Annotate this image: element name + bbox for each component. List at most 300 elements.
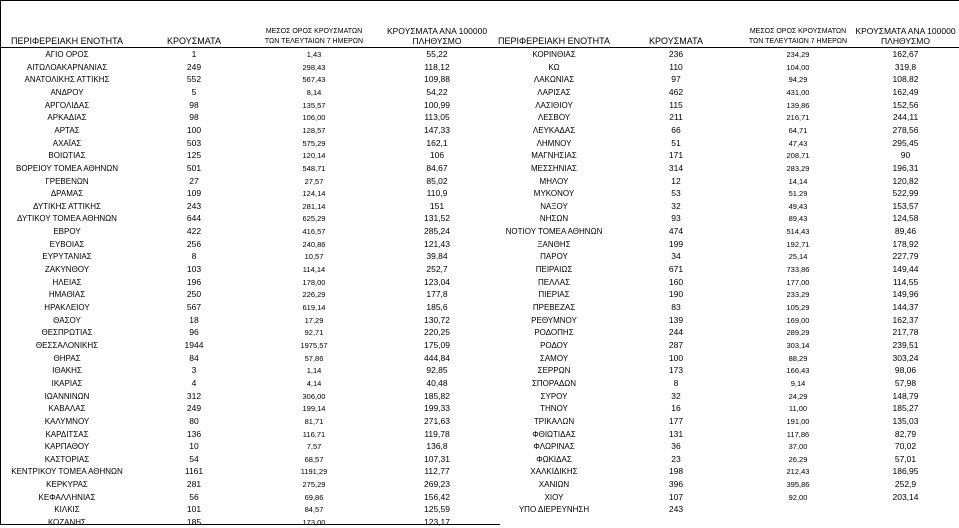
right-cell-region: ΠΙΕΡΙΑΣ xyxy=(538,290,570,300)
right-cell-avg-7day: 89,43 xyxy=(788,214,808,224)
header-rate-left-line2: ΠΛΗΘΥΣΜΟ xyxy=(412,36,462,46)
left-cell-rate-per-100k: 119,78 xyxy=(424,428,450,439)
left-cell-cases: 281 xyxy=(186,479,202,490)
left-cell-region: ΑΡΚΑΔΙΑΣ xyxy=(47,113,87,123)
right-cell-rate-per-100k: 82,79 xyxy=(894,428,917,439)
left-cell-avg-7day: 1,14 xyxy=(306,366,322,376)
right-cell-rate-per-100k: 227,79 xyxy=(892,251,919,262)
left-cell-region: ΕΥΒΟΙΑΣ xyxy=(49,239,85,249)
right-cell-avg-7day: 37,00 xyxy=(788,442,808,452)
right-cell-rate-per-100k: 303,24 xyxy=(892,352,919,363)
left-cell-rate-per-100k: 444,84 xyxy=(424,352,450,363)
right-cell-cases: 190 xyxy=(668,289,684,300)
left-cell-avg-7day: 567,43 xyxy=(302,75,326,85)
left-cell-region: ΚΑΛΥΜΝΟΥ xyxy=(44,416,90,426)
left-cell-region: ΓΡΕΒΕΝΩΝ xyxy=(45,176,89,186)
right-cell-cases: 107 xyxy=(668,491,684,502)
right-cell-rate-per-100k: 108,82 xyxy=(892,74,919,85)
left-cell-cases: 312 xyxy=(186,390,202,401)
right-cell-avg-7day: 208,71 xyxy=(786,151,810,161)
right-cell-avg-7day: 733,86 xyxy=(786,265,810,275)
right-cell-avg-7day: 395,86 xyxy=(786,480,810,490)
right-cell-rate-per-100k: 148,79 xyxy=(892,390,919,401)
left-cell-avg-7day: 1,43 xyxy=(306,50,322,59)
left-cell-cases: 27 xyxy=(189,175,199,186)
right-cell-region: ΛΑΣΙΘΙΟΥ xyxy=(535,100,573,110)
right-cell-rate-per-100k: 135,03 xyxy=(892,415,919,426)
left-cell-cases: 567 xyxy=(186,302,202,312)
left-cell-cases: 249 xyxy=(186,61,202,72)
right-cell-avg-7day: 234,29 xyxy=(786,50,810,59)
left-cell-cases: 10 xyxy=(189,441,199,452)
left-cell-region: ΑΧΑΪΑΣ xyxy=(52,138,82,148)
left-cell-rate-per-100k: 123,17 xyxy=(424,517,450,528)
left-cell-avg-7day: 8,14 xyxy=(306,87,322,97)
left-cell-rate-per-100k: 147,33 xyxy=(424,124,450,135)
left-cell-region: ΚΑΡΠΑΘΟΥ xyxy=(44,442,90,452)
right-cell-rate-per-100k: 149,96 xyxy=(892,289,919,300)
header-avg-right-line2: ΤΩΝ ΤΕΛΕΥΤΑΙΩΝ 7 ΗΜΕΡΩΝ xyxy=(748,38,848,45)
left-cell-rate-per-100k: 123,04 xyxy=(424,276,450,287)
left-cell-cases: 3 xyxy=(191,365,197,376)
right-cell-cases: 32 xyxy=(671,200,681,211)
right-cell-cases: 199 xyxy=(668,238,684,249)
right-cell-rate-per-100k: 239,51 xyxy=(892,339,919,350)
left-cell-rate-per-100k: 271,63 xyxy=(424,415,450,426)
left-cell-region: ΖΑΚΥΝΘΟΥ xyxy=(44,265,90,275)
right-cell-rate-per-100k: 252,9 xyxy=(894,479,917,490)
right-cell-avg-7day: 49,43 xyxy=(788,201,808,211)
right-cell-avg-7day: 191,00 xyxy=(786,416,810,426)
left-cell-avg-7day: 548,71 xyxy=(302,163,326,173)
right-cell-cases: 396 xyxy=(668,479,684,490)
right-cell-region: ΝΟΤΙΟΥ ΤΟΜΕΑ ΑΘΗΝΩΝ xyxy=(505,227,603,237)
right-cell-avg-7day: 177,00 xyxy=(786,277,810,287)
right-cell-region: ΣΕΡΡΩΝ xyxy=(537,366,571,376)
left-cell-avg-7day: 199,14 xyxy=(302,404,326,414)
right-cell-avg-7day: 88,29 xyxy=(788,353,808,363)
left-cell-rate-per-100k: 131,52 xyxy=(424,213,450,224)
right-cell-cases: 671 xyxy=(668,264,684,275)
right-cell-rate-per-100k: 162,37 xyxy=(892,314,919,325)
right-cell-rate-per-100k: 124,58 xyxy=(892,213,919,224)
right-cell-avg-7day: 233,29 xyxy=(786,290,810,300)
left-cell-avg-7day: 275,29 xyxy=(302,480,326,490)
left-cell-avg-7day: 27,57 xyxy=(304,176,324,186)
right-cell-region: ΠΡΕΒΕΖΑΣ xyxy=(532,303,576,312)
left-cell-rate-per-100k: 185,6 xyxy=(426,302,448,312)
right-cell-region: ΞΑΝΘΗΣ xyxy=(537,239,571,249)
right-cell-rate-per-100k: 90 xyxy=(900,150,911,161)
right-cell-region: ΠΑΡΟΥ xyxy=(540,252,568,262)
left-cell-avg-7day: 106,00 xyxy=(302,113,326,123)
right-cell-rate-per-100k: 57,98 xyxy=(894,377,917,388)
left-cell-rate-per-100k: 252,7 xyxy=(426,264,448,275)
left-cell-cases: 18 xyxy=(189,314,199,325)
left-cell-cases: 243 xyxy=(186,200,202,211)
left-cell-rate-per-100k: 162,1 xyxy=(426,137,448,148)
left-cell-region: ΚΕΦΑΛΛΗΝΙΑΣ xyxy=(38,492,96,502)
right-cell-cases: 23 xyxy=(671,453,681,464)
left-cell-region: ΒΟΡΕΙΟΥ ΤΟΜΕΑ ΑΘΗΝΩΝ xyxy=(15,163,119,173)
right-cell-region: ΦΛΩΡΙΝΑΣ xyxy=(533,442,575,452)
left-cell-avg-7day: 1191,29 xyxy=(300,467,328,477)
left-cell-avg-7day: 240,86 xyxy=(302,239,326,249)
left-cell-rate-per-100k: 185,82 xyxy=(424,390,450,401)
left-cell-cases: 101 xyxy=(186,504,202,515)
left-cell-region: ΘΑΣΟΥ xyxy=(53,315,81,325)
top-border xyxy=(0,0,959,1)
left-cell-avg-7day: 57,86 xyxy=(304,353,324,363)
right-cell-region: ΜΗΛΟΥ xyxy=(539,176,569,186)
left-cell-avg-7day: 306,00 xyxy=(302,391,326,401)
left-cell-rate-per-100k: 269,23 xyxy=(424,479,450,490)
left-cell-region: ΑΝΑΤΟΛΙΚΗΣ ΑΤΤΙΚΗΣ xyxy=(24,75,110,85)
right-cell-region: ΠΕΛΛΑΣ xyxy=(537,277,571,287)
right-cell-rate-per-100k: 70,02 xyxy=(894,441,917,452)
right-cell-region: ΣΑΜΟΥ xyxy=(539,353,569,363)
left-cell-rate-per-100k: 177,8 xyxy=(426,289,448,300)
right-cell-cases: 12 xyxy=(671,175,681,186)
right-cell-rate-per-100k: 217,78 xyxy=(892,327,919,338)
right-cell-rate-per-100k: 196,31 xyxy=(892,162,919,173)
left-cell-region: ΚΑΡΔΙΤΣΑΣ xyxy=(45,429,89,439)
left-cell-cases: 5 xyxy=(191,86,197,97)
right-cell-region: ΥΠΟ ΔΙΕΡΕΥΝΗΣΗ xyxy=(518,505,590,515)
right-cell-rate-per-100k: 278,56 xyxy=(892,124,919,135)
left-cell-avg-7day: 128,57 xyxy=(302,125,326,135)
right-cell-region: ΦΘΙΩΤΙΔΑΣ xyxy=(532,429,576,439)
right-cell-avg-7day: 303,14 xyxy=(786,340,810,350)
right-cell-cases: 34 xyxy=(671,251,681,262)
left-cell-rate-per-100k: 109,88 xyxy=(424,74,450,85)
right-cell-cases: 236 xyxy=(668,49,684,59)
left-cell-rate-per-100k: 285,24 xyxy=(424,226,450,237)
right-cell-rate-per-100k: 244,11 xyxy=(892,112,919,123)
right-cell-region: ΧΙΟΥ xyxy=(544,492,564,502)
header-rate-left-line1: ΚΡΟΥΣΜΑΤΑ ΑΝΑ 100000 xyxy=(386,26,488,36)
left-cell-cases: 98 xyxy=(189,99,199,110)
left-cell-avg-7day: 135,57 xyxy=(302,100,326,110)
left-cell-cases: 196 xyxy=(186,276,202,287)
left-cell-rate-per-100k: 39,84 xyxy=(426,251,448,262)
right-cell-cases: 8 xyxy=(673,377,679,388)
left-cell-avg-7day: 69,86 xyxy=(304,492,324,502)
right-cell-region: ΜΑΓΝΗΣΙΑΣ xyxy=(531,151,577,161)
right-cell-region: ΛΕΥΚΑΔΑΣ xyxy=(532,125,576,135)
left-cell-avg-7day: 17,29 xyxy=(304,315,324,325)
right-cell-cases: 462 xyxy=(668,86,684,97)
right-cell-cases: 474 xyxy=(668,226,684,237)
left-cell-avg-7day: 116,71 xyxy=(302,429,326,439)
header-rate-right-line1: ΚΡΟΥΣΜΑΤΑ ΑΝΑ 100000 xyxy=(855,26,956,36)
left-cell-rate-per-100k: 107,31 xyxy=(424,453,450,464)
header-region-right: ΠΕΡΙΦΕΡΕΙΑΚΗ ΕΝΟΤΗΤΑ xyxy=(497,36,611,46)
left-cell-cases: 185 xyxy=(186,517,202,528)
left-cell-rate-per-100k: 112,77 xyxy=(424,466,450,477)
left-cell-region: ΑΡΓΟΛΙΔΑΣ xyxy=(44,100,90,110)
right-cell-region: ΧΑΛΚΙΔΙΚΗΣ xyxy=(530,467,578,477)
header-cases-left: ΚΡΟΥΣΜΑΤΑ xyxy=(167,36,221,46)
right-cell-region: ΤΗΝΟΥ xyxy=(540,404,568,414)
left-cell-region: ΘΕΣΣΑΛΟΝΙΚΗΣ xyxy=(35,340,99,350)
right-cell-rate-per-100k: 186,95 xyxy=(892,466,919,477)
right-cell-rate-per-100k: 89,46 xyxy=(894,226,917,237)
right-cell-avg-7day: 216,71 xyxy=(786,113,810,123)
left-cell-region: ΕΒΡΟΥ xyxy=(53,227,81,237)
header-cases-right: ΚΡΟΥΣΜΑΤΑ xyxy=(649,36,703,46)
left-cell-region: ΑΡΤΑΣ xyxy=(54,125,80,135)
left-cell-avg-7day: 1975,57 xyxy=(300,340,328,350)
right-cell-region: ΡΕΘΥΜΝΟΥ xyxy=(531,315,577,325)
right-cell-avg-7day: 117,86 xyxy=(786,429,810,439)
left-cell-cases: 422 xyxy=(186,226,202,237)
right-cell-region: ΛΑΡΙΣΑΣ xyxy=(537,87,571,97)
left-cell-region: ΘΕΣΠΡΩΤΙΑΣ xyxy=(41,328,93,338)
right-cell-region: ΤΡΙΚΑΛΩΝ xyxy=(533,416,575,426)
right-cell-cases: 93 xyxy=(671,213,681,224)
left-cell-cases: 125 xyxy=(186,150,202,161)
right-cell-cases: 51 xyxy=(671,137,681,148)
left-cell-avg-7day: 124,14 xyxy=(302,189,326,199)
left-cell-avg-7day: 298,43 xyxy=(302,62,326,72)
left-cell-avg-7day: 84,57 xyxy=(304,505,324,515)
right-cell-cases: 53 xyxy=(671,188,681,199)
right-cell-region: ΚΩ xyxy=(548,62,560,72)
right-cell-cases: 139 xyxy=(668,314,684,325)
left-cell-region: ΑΓΙΟ ΟΡΟΣ xyxy=(45,50,89,59)
right-cell-rate-per-100k: 319,8 xyxy=(894,61,917,72)
left-cell-region: ΚΑΒΑΛΑΣ xyxy=(48,404,86,414)
right-cell-cases: 177 xyxy=(668,415,684,426)
right-cell-rate-per-100k: 57,01 xyxy=(894,453,917,464)
header-avg-left-line1: ΜΕΣΟΣ ΟΡΟΣ ΚΡΟΥΣΜΑΤΩΝ xyxy=(265,28,363,35)
left-cell-avg-7day: 173,00 xyxy=(302,518,326,528)
right-cell-region: ΝΗΣΩΝ xyxy=(539,214,569,224)
left-cell-cases: 503 xyxy=(186,137,202,148)
right-cell-cases: 66 xyxy=(671,124,681,135)
right-cell-region: ΣΠΟΡΑΔΩΝ xyxy=(531,378,577,388)
right-cell-rate-per-100k: 178,92 xyxy=(892,238,919,249)
right-cell-rate-per-100k: 114,55 xyxy=(892,276,919,287)
right-cell-avg-7day: 64,71 xyxy=(788,125,808,135)
left-cell-rate-per-100k: 199,33 xyxy=(424,403,450,414)
right-cell-avg-7day: 11,00 xyxy=(788,404,808,414)
left-cell-rate-per-100k: 55,22 xyxy=(426,49,448,59)
right-cell-avg-7day: 25,14 xyxy=(788,252,808,262)
right-cell-region: ΦΩΚΙΔΑΣ xyxy=(536,454,572,464)
left-cell-region: ΑΝΔΡΟΥ xyxy=(50,87,84,97)
header-region-left: ΠΕΡΙΦΕΡΕΙΑΚΗ ΕΝΟΤΗΤΑ xyxy=(10,36,124,46)
left-cell-rate-per-100k: 136,8 xyxy=(426,441,448,452)
left-cell-cases: 1 xyxy=(191,49,197,59)
left-cell-region: ΚΙΛΚΙΣ xyxy=(54,505,80,515)
left-cell-region: ΔΡΑΜΑΣ xyxy=(50,189,84,199)
left-cell-region: ΗΡΑΚΛΕΙΟΥ xyxy=(44,303,90,312)
left-cell-region: ΙΘΑΚΗΣ xyxy=(52,366,82,376)
right-cell-region: ΜΕΣΣΗΝΙΑΣ xyxy=(531,163,577,173)
right-cell-cases: 160 xyxy=(668,276,684,287)
right-cell-region: ΛΕΣΒΟΥ xyxy=(537,113,571,123)
right-cell-avg-7day: 92,00 xyxy=(788,492,808,502)
left-cell-region: ΔΥΤΙΚΟΥ ΤΟΜΕΑ ΑΘΗΝΩΝ xyxy=(17,214,117,224)
right-cell-cases: 16 xyxy=(671,403,681,414)
right-cell-rate-per-100k: 153,57 xyxy=(892,200,919,211)
left-cell-cases: 80 xyxy=(189,415,199,426)
left-cell-avg-7day: 416,57 xyxy=(302,227,326,237)
left-cell-avg-7day: 10,57 xyxy=(304,252,324,262)
right-cell-rate-per-100k: 162,49 xyxy=(892,86,919,97)
left-cell-rate-per-100k: 151 xyxy=(429,200,445,211)
header-rate-right-line2: ΠΛΗΘΥΣΜΟ xyxy=(881,36,930,46)
left-cell-cases: 98 xyxy=(189,112,199,123)
right-cell-avg-7day: 514,43 xyxy=(786,227,810,237)
right-cell-region: ΚΟΡΙΝΘΙΑΣ xyxy=(532,50,576,59)
left-cell-cases: 644 xyxy=(186,213,202,224)
right-cell-cases: 115 xyxy=(669,99,683,110)
left-cell-cases: 54 xyxy=(189,453,199,464)
left-cell-rate-per-100k: 175,09 xyxy=(424,339,450,350)
right-cell-rate-per-100k: 120,82 xyxy=(892,175,919,186)
right-cell-cases: 110 xyxy=(669,61,683,72)
left-cell-cases: 256 xyxy=(186,238,202,249)
left-cell-rate-per-100k: 220,25 xyxy=(424,327,450,338)
left-cell-rate-per-100k: 113,05 xyxy=(424,112,450,123)
right-cell-region: ΧΑΝΙΩΝ xyxy=(538,480,570,490)
left-cell-region: ΚΟΖΑΝΗΣ xyxy=(47,518,87,528)
left-cell-region: ΑΙΤΩΛΟΑΚΑΡΝΑΝΙΑΣ xyxy=(26,62,108,72)
right-cell-cases: 131 xyxy=(668,428,684,439)
right-cell-rate-per-100k: 162,67 xyxy=(892,49,919,59)
right-cell-cases: 287 xyxy=(668,339,684,350)
right-cell-cases: 314 xyxy=(668,162,684,173)
left-cell-rate-per-100k: 54,22 xyxy=(426,86,448,97)
right-cell-avg-7day: 26,29 xyxy=(788,454,808,464)
left-cell-cases: 1944 xyxy=(184,339,204,350)
left-cell-avg-7day: 4,14 xyxy=(306,378,322,388)
right-cell-avg-7day: 139,86 xyxy=(786,100,810,110)
left-cell-region: ΚΕΝΤΡΙΚΟΥ ΤΟΜΕΑ ΑΘΗΝΩΝ xyxy=(11,467,123,477)
left-cell-rate-per-100k: 110,9 xyxy=(426,188,448,199)
left-cell-region: ΕΥΡΥΤΑΝΙΑΣ xyxy=(42,252,92,262)
left-cell-avg-7day: 92,71 xyxy=(304,328,324,338)
left-cell-rate-per-100k: 125,59 xyxy=(424,504,450,515)
left-cell-region: ΒΟΙΩΤΙΑΣ xyxy=(48,151,86,161)
left-cell-region: ΘΗΡΑΣ xyxy=(53,353,81,363)
right-cell-region: ΝΑΞΟΥ xyxy=(540,201,568,211)
right-cell-rate-per-100k: 295,45 xyxy=(892,137,919,148)
left-cell-avg-7day: 7,57 xyxy=(306,442,322,452)
right-cell-avg-7day: 169,00 xyxy=(786,315,810,325)
left-cell-cases: 96 xyxy=(189,327,199,338)
left-cell-rate-per-100k: 130,72 xyxy=(424,314,450,325)
left-cell-avg-7day: 178,00 xyxy=(302,277,326,287)
right-cell-rate-per-100k: 152,56 xyxy=(892,99,919,110)
left-cell-avg-7day: 625,29 xyxy=(302,214,326,224)
right-cell-avg-7day: 51,29 xyxy=(788,189,808,199)
left-cell-cases: 103 xyxy=(186,264,202,275)
right-cell-avg-7day: 289,29 xyxy=(786,328,810,338)
left-cell-cases: 56 xyxy=(189,491,199,502)
right-cell-rate-per-100k: 98,06 xyxy=(894,365,917,376)
right-cell-cases: 171 xyxy=(668,150,684,161)
left-cell-rate-per-100k: 156,42 xyxy=(424,491,450,502)
right-cell-avg-7day: 105,29 xyxy=(786,303,810,312)
right-cell-cases: 243 xyxy=(668,504,684,515)
right-cell-avg-7day: 24,29 xyxy=(788,391,808,401)
left-cell-avg-7day: 81,71 xyxy=(304,416,324,426)
right-cell-rate-per-100k: 149,44 xyxy=(892,264,919,275)
left-cell-region: ΗΛΕΙΑΣ xyxy=(52,277,82,287)
left-cell-rate-per-100k: 85,02 xyxy=(426,175,448,186)
left-cell-cases: 1161 xyxy=(184,466,204,477)
left-cell-avg-7day: 68,57 xyxy=(304,454,324,464)
left-cell-avg-7day: 226,29 xyxy=(302,290,326,300)
right-cell-region: ΡΟΔΟΥ xyxy=(540,340,568,350)
right-cell-cases: 211 xyxy=(669,112,683,123)
right-cell-avg-7day: 192,71 xyxy=(786,239,810,249)
left-cell-avg-7day: 120,14 xyxy=(302,151,326,161)
left-cell-region: ΚΕΡΚΥΡΑΣ xyxy=(46,480,88,490)
right-cell-avg-7day: 431,00 xyxy=(786,87,810,97)
right-cell-avg-7day: 166,43 xyxy=(786,366,810,376)
right-cell-region: ΠΕΙΡΑΙΩΣ xyxy=(535,265,573,275)
right-cell-cases: 198 xyxy=(668,466,684,477)
right-cell-avg-7day: 212,43 xyxy=(786,467,810,477)
left-cell-region: ΙΩΑΝΝΙΝΩΝ xyxy=(44,391,90,401)
right-cell-cases: 97 xyxy=(671,74,681,85)
right-cell-cases: 32 xyxy=(671,390,681,401)
left-cell-cases: 501 xyxy=(186,162,202,173)
header-avg-left-line2: ΤΩΝ ΤΕΛΕΥΤΑΙΩΝ 7 ΗΜΕΡΩΝ xyxy=(264,38,364,45)
right-cell-cases: 83 xyxy=(671,302,681,312)
left-cell-region: ΚΑΣΤΟΡΙΑΣ xyxy=(44,454,90,464)
left-cell-avg-7day: 619,14 xyxy=(302,303,326,312)
right-cell-cases: 36 xyxy=(671,441,681,452)
left-cell-rate-per-100k: 84,67 xyxy=(426,162,448,173)
right-cell-cases: 100 xyxy=(668,352,684,363)
left-cell-cases: 109 xyxy=(186,188,202,199)
right-cell-avg-7day: 283,29 xyxy=(786,163,810,173)
left-cell-cases: 4 xyxy=(191,377,197,388)
left-cell-avg-7day: 114,14 xyxy=(302,265,326,275)
right-cell-region: ΡΟΔΟΠΗΣ xyxy=(534,328,574,338)
left-cell-rate-per-100k: 92,85 xyxy=(426,365,448,376)
header-avg-right-line1: ΜΕΣΟΣ ΟΡΟΣ ΚΡΟΥΣΜΑΤΩΝ xyxy=(749,28,847,35)
left-cell-cases: 552 xyxy=(186,74,202,85)
right-cell-avg-7day: 47,43 xyxy=(788,138,808,148)
right-cell-rate-per-100k: 203,14 xyxy=(892,491,919,502)
right-cell-cases: 173 xyxy=(668,365,684,376)
right-cell-region: ΣΥΡΟΥ xyxy=(540,391,568,401)
left-cell-region: ΔΥΤΙΚΗΣ ΑΤΤΙΚΗΣ xyxy=(33,201,101,211)
right-cell-region: ΛΗΜΝΟΥ xyxy=(536,138,572,148)
left-cell-cases: 84 xyxy=(189,352,199,363)
left-cell-cases: 250 xyxy=(186,289,202,300)
left-cell-cases: 249 xyxy=(186,403,202,414)
left-cell-rate-per-100k: 106 xyxy=(429,150,445,161)
right-cell-avg-7day: 9,14 xyxy=(790,378,806,388)
right-cell-rate-per-100k: 144,37 xyxy=(892,302,919,312)
right-cell-region: ΛΑΚΩΝΙΑΣ xyxy=(533,75,575,85)
right-cell-rate-per-100k: 185,27 xyxy=(892,403,919,414)
left-cell-cases: 136 xyxy=(186,428,202,439)
left-cell-region: ΗΜΑΘΙΑΣ xyxy=(48,290,86,300)
left-cell-avg-7day: 281,14 xyxy=(302,201,326,211)
right-cell-region: ΜΥΚΟΝΟΥ xyxy=(533,189,575,199)
right-cell-avg-7day: 104,00 xyxy=(786,62,810,72)
right-cell-cases: 244 xyxy=(668,327,684,338)
